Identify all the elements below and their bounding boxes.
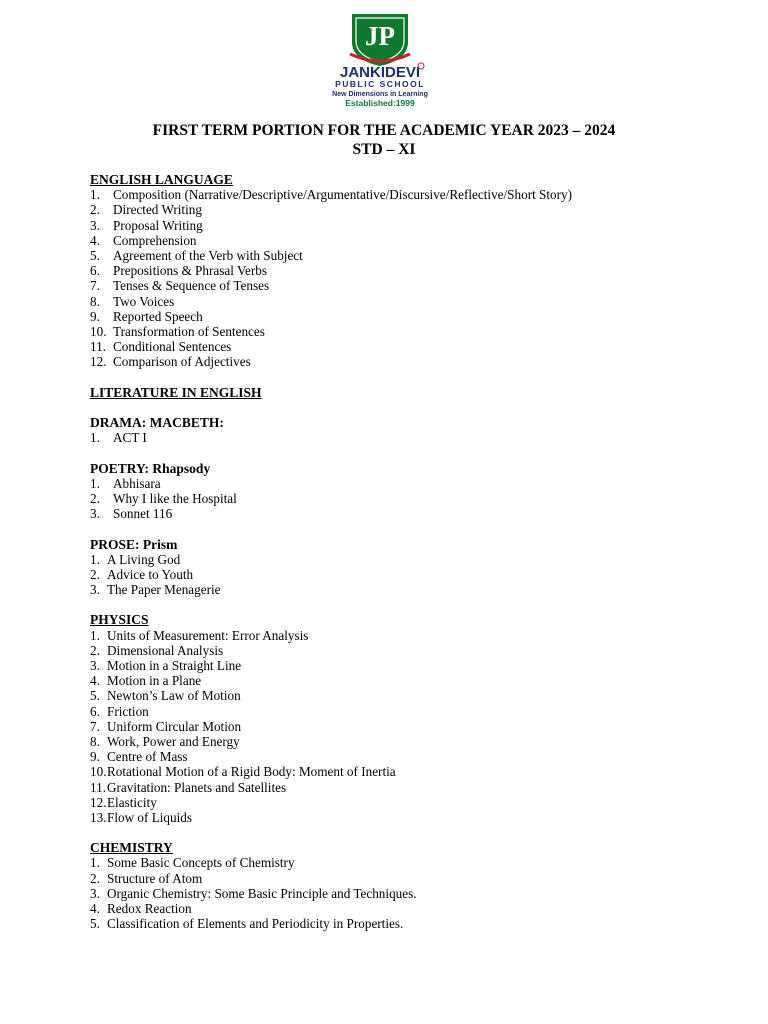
list-item-text: Sonnet 116	[113, 506, 173, 522]
list-item	[90, 855, 750, 870]
list-item	[90, 324, 750, 339]
poetry-list	[90, 476, 750, 522]
list-item-number: 8.	[90, 733, 100, 749]
list-item-number: 2.	[90, 202, 100, 218]
list-item-text: Tenses & Sequence of Tenses	[113, 278, 270, 294]
list-item-number: 10.	[90, 764, 107, 780]
list-item-text: Some Basic Concepts of Chemistry	[107, 855, 295, 871]
list-item-text: Units of Measurement: Error Analysis	[107, 627, 309, 643]
list-item-text: Conditional Sentences	[113, 339, 232, 355]
list-item-number: 10.	[90, 323, 107, 339]
list-item-number: 1.	[90, 475, 100, 491]
list-item	[90, 628, 750, 643]
list-item	[90, 430, 750, 445]
list-item	[90, 567, 750, 582]
list-item	[90, 886, 750, 901]
list-item-number: 3.	[90, 885, 100, 901]
list-item-text: Classification of Elements and Periodicity in Properties.	[107, 916, 404, 932]
list-item-number: 6.	[90, 703, 100, 719]
list-item-text: Comprehension	[113, 232, 197, 248]
list-item	[90, 643, 750, 658]
subheading-prose: PROSE: Prism	[90, 536, 178, 552]
list-item	[90, 354, 750, 369]
list-item-number: 4.	[90, 232, 100, 248]
list-item	[90, 749, 750, 764]
list-item-text: Flow of Liquids	[107, 809, 192, 825]
subheading-poetry: POETRY: Rhapsody	[90, 460, 211, 476]
list-item	[90, 810, 750, 825]
list-item-text: A Living God	[107, 551, 181, 567]
list-item-number: 1.	[90, 551, 100, 567]
list-item-number: 2.	[90, 870, 100, 886]
list-item-text: Organic Chemistry: Some Basic Principle and Techniques.	[107, 885, 417, 901]
list-item	[90, 339, 750, 354]
list-item	[90, 795, 750, 810]
list-item-text: Uniform Circular Motion	[107, 718, 242, 734]
list-item	[90, 294, 750, 309]
list-item-number: 8.	[90, 293, 100, 309]
list-item-number: 5.	[90, 688, 100, 704]
list-item-number: 7.	[90, 718, 100, 734]
subheading-drama: DRAMA: MACBETH:	[90, 415, 224, 430]
school-sub: PUBLIC SCHOOL	[335, 79, 425, 89]
list-item	[90, 688, 750, 703]
list-item-text: Newton’s Law of Motion	[107, 688, 241, 704]
list-item-text: Prepositions & Phrasal Verbs	[113, 263, 267, 279]
section-heading-literature: LITERATURE IN ENGLISH	[90, 384, 262, 400]
list-item-number: 1.	[90, 187, 100, 203]
list-item	[90, 233, 750, 248]
list-item	[90, 248, 750, 263]
list-item-number: 3.	[90, 217, 100, 233]
list-item-number: 3.	[90, 506, 100, 522]
list-item	[90, 218, 750, 233]
list-item	[90, 901, 750, 916]
list-item	[90, 582, 750, 597]
list-item	[90, 552, 750, 567]
list-item-text: The Paper Menagerie	[107, 582, 221, 598]
page-subtitle: STD – XI	[352, 141, 416, 158]
list-item-text: Directed Writing	[113, 202, 202, 218]
section-heading-chemistry: CHEMISTRY	[90, 840, 173, 856]
drama-list	[90, 430, 750, 445]
list-item	[90, 278, 750, 293]
list-item	[90, 202, 750, 217]
list-item-number: 1.	[90, 855, 100, 871]
list-item-text: Two Voices	[113, 293, 175, 309]
list-item-text: Abhisara	[113, 475, 161, 491]
list-item-number: 2.	[90, 642, 100, 658]
list-item-text: ACT I	[113, 430, 147, 446]
list-item-number: 2.	[90, 566, 100, 582]
list-item-text: Reported Speech	[113, 308, 203, 324]
list-item	[90, 734, 750, 749]
list-item-text: Structure of Atom	[107, 870, 203, 886]
school-logo	[300, 10, 460, 108]
list-item-text: Rotational Motion of a Rigid Body: Moment of Inertia	[107, 764, 396, 780]
list-item-text: Motion in a Straight Line	[107, 658, 242, 673]
physics-list	[90, 628, 750, 825]
list-item-number: 1.	[90, 430, 100, 446]
list-item	[90, 764, 750, 779]
section-heading-physics: PHYSICS	[90, 612, 149, 628]
page-title: FIRST TERM PORTION FOR THE ACADEMIC YEAR 2023 – 2024	[152, 122, 616, 139]
english-language-list	[90, 187, 750, 369]
logo-letters: JP	[365, 21, 395, 51]
list-item	[90, 506, 750, 521]
list-item-text: Advice to Youth	[107, 566, 194, 582]
list-item	[90, 673, 750, 688]
list-item-number: 4.	[90, 673, 100, 689]
list-item-number: 3.	[90, 582, 100, 598]
list-item-number: 5.	[90, 247, 100, 263]
list-item	[90, 719, 750, 734]
established: Established:1999	[345, 98, 415, 108]
list-item-text: Centre of Mass	[107, 749, 188, 765]
list-item-text: Agreement of the Verb with Subject	[113, 247, 303, 263]
chemistry-list	[90, 855, 750, 931]
list-item-text: Redox Reaction	[107, 901, 192, 916]
list-item	[90, 704, 750, 719]
list-item	[90, 476, 750, 491]
list-item-number: 2.	[90, 490, 100, 506]
list-item-text: Proposal Writing	[113, 217, 203, 233]
list-item	[90, 916, 750, 931]
list-item-text: Comparison of Adjectives	[113, 354, 251, 370]
list-item	[90, 187, 750, 202]
list-item-text: Composition (Narrative/Descriptive/Argumentative/Discursive/Reflective/Short Story)	[113, 187, 573, 203]
list-item-text: Why I like the Hospital	[113, 490, 237, 506]
list-item-number: 1.	[90, 627, 100, 643]
list-item-number: 9.	[90, 749, 100, 765]
list-item-number: 5.	[90, 916, 100, 932]
school-crest-icon	[300, 10, 460, 108]
list-item	[90, 263, 750, 278]
list-item	[90, 658, 750, 673]
list-item	[90, 871, 750, 886]
list-item-text: Elasticity	[107, 794, 157, 810]
list-item-text: Work, Power and Energy	[107, 733, 240, 749]
list-item	[90, 780, 750, 795]
list-item-number: 7.	[90, 278, 100, 294]
list-item-number: 6.	[90, 263, 100, 279]
tagline: New Dimensions in Learning	[332, 91, 428, 98]
list-item-number: 12.	[90, 354, 107, 370]
list-item-text: Motion in a Plane	[107, 673, 202, 689]
list-item-number: 9.	[90, 308, 100, 324]
list-item-number: 4.	[90, 901, 100, 916]
school-name: JANKIDEVI	[339, 64, 421, 81]
list-item-text: Transformation of Sentences	[113, 323, 265, 339]
list-item-text: Friction	[107, 703, 149, 719]
list-item	[90, 309, 750, 324]
list-item-text: Gravitation: Planets and Satellites	[107, 779, 287, 795]
list-item-number: 13.	[90, 809, 107, 825]
list-item-number: 3.	[90, 658, 100, 673]
prose-list	[90, 552, 750, 598]
syllabus-content	[90, 172, 750, 931]
section-heading-english-language: ENGLISH LANGUAGE	[90, 172, 233, 187]
list-item-number: 11.	[90, 339, 106, 355]
list-item-number: 11.	[90, 779, 106, 795]
list-item	[90, 491, 750, 506]
list-item-number: 12.	[90, 794, 107, 810]
list-item-text: Dimensional Analysis	[107, 642, 224, 658]
